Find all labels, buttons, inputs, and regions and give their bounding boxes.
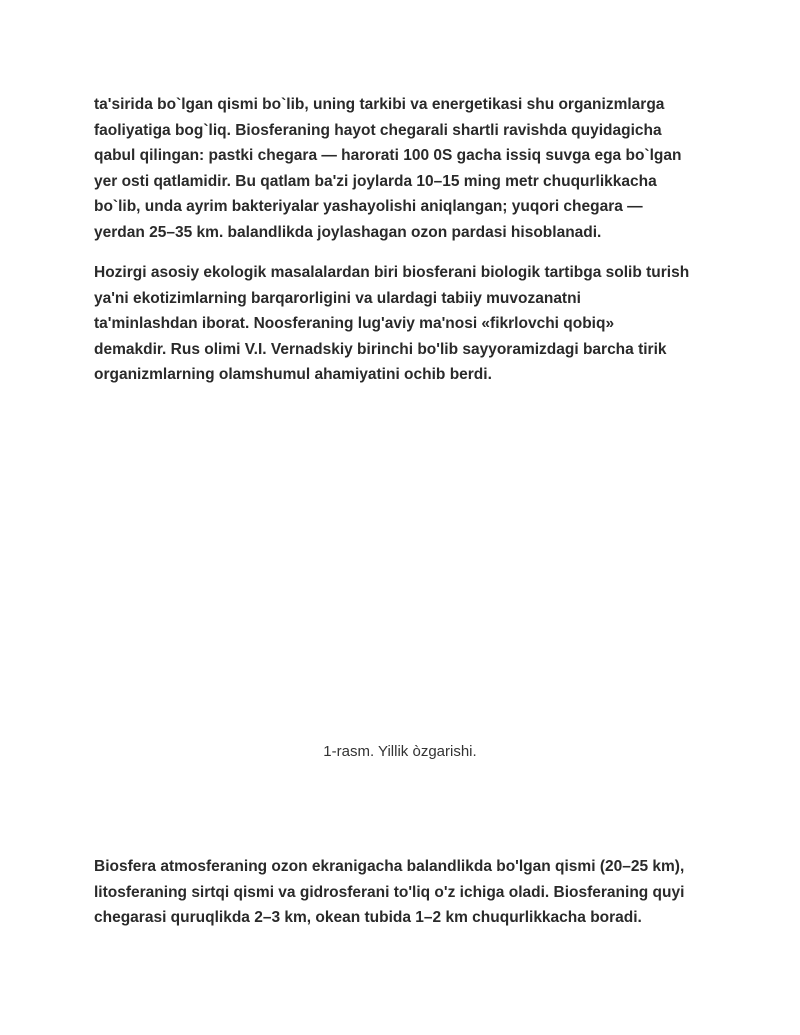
text-line: Hozirgi asosiy ekologik masalalardan biri biosferani biologik tartibga solib turish (94, 264, 690, 281)
paragraph-biosphere-extent (94, 854, 714, 931)
text-line: faoliyatiga bog`liq. Biosferaning hayot chegarali shartli ravishda quyidagicha (94, 121, 662, 139)
text-line: organizmlarning olamshumul ahamiyatini ochib berdi. (94, 366, 492, 384)
text-line: qabul qilingan: pastki chegara — harorati 100 0S gacha issiq suvga ega bo`lgan (94, 147, 682, 165)
text-line: yer osti qatlamidir. Bu qatlam ba'zi joylarda 10–15 ming metr chuqurlikkacha (94, 172, 657, 190)
text-line: Biosfera atmosferaning ozon ekranigacha balandlikda bo'lgan qismi (20–25 km), (94, 858, 685, 875)
text-line: litosferaning sirtqi qismi va gidrosferani to'liq o'z ichiga oladi. Biosferaning quyi (94, 883, 685, 901)
figure-caption: 1-rasm. Yillik òzgarishi. (323, 743, 477, 760)
text-line: ta'minlashdan iborat. Noosferaning lug'aviy ma'nosi «fikrlovchi qobiq» (94, 315, 615, 333)
paragraph-biosphere-boundaries (94, 92, 714, 246)
text-line: ya'ni ekotizimlarning barqarorligini va ulardagi tabiiy muvozanatni (94, 289, 581, 307)
text-line: ta'sirida bo`lgan qismi bo`lib, uning tarkibi va energetikasi shu organizmlarga (94, 96, 665, 113)
text-line: demakdir. Rus olimi V.I. Vernadskiy birinchi bo'lib sayyoramizdagi barcha tirik (94, 340, 667, 358)
text-line: chegarasi quruqlikda 2–3 km, okean tubida 1–2 km chuqurlikkacha boradi. (94, 909, 642, 927)
text-line: yerdan 25–35 km. balandlikda joylashagan ozon pardasi hisoblanadi. (94, 223, 602, 241)
text-line: bo`lib, unda ayrim bakteriyalar yashayolishi aniqlangan; yuqori chegara — (94, 198, 643, 216)
paragraph-ecological-issues (94, 260, 714, 388)
